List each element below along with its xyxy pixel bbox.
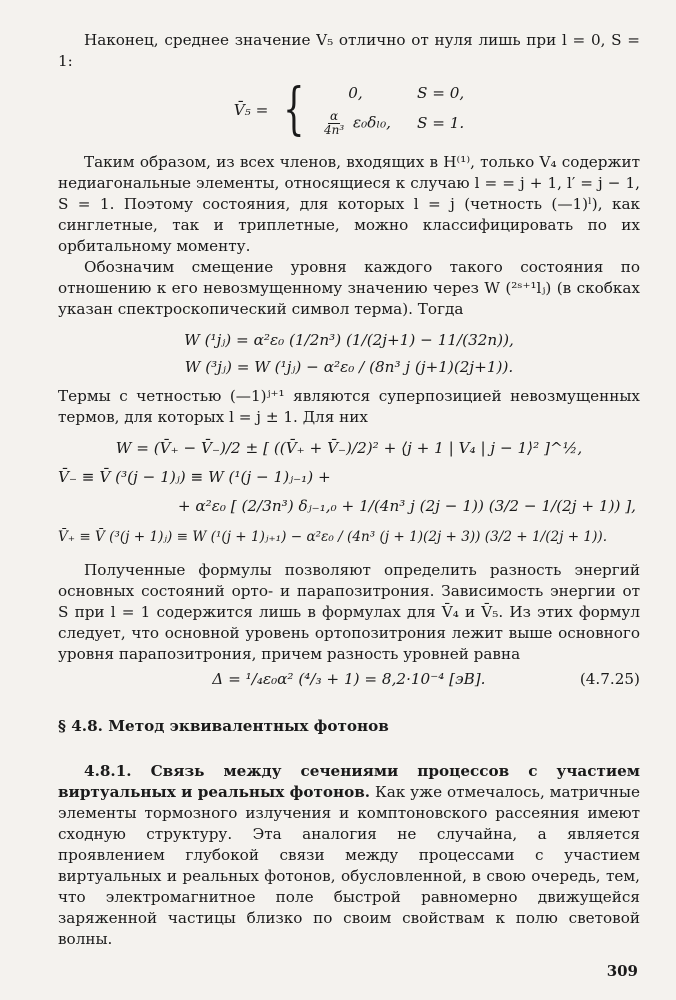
- equation-w3: W (³jⱼ) = W (¹jⱼ) − α²ε₀ / (8n³ j (j+1)(2j+1)).: [184, 358, 514, 376]
- subsection-title: 4.8.1. Связь между сечениями процессов с участием виртуальных и реальных фотонов.: [58, 762, 640, 801]
- equation-w-block: [58, 330, 640, 378]
- paragraph-6-text: Как уже отмечалось, матричные элементы тормозного излучения и комптоновского рассеяния имеют сходную структуру. Эта аналогия не случайна, а является проявлением глубокой связи между процессами с участием виртуальных и реальных фотонов, обусловленной, в свою очередь, тем, что электромагнитное поле быстрой равномерно движущейся заряженной частицы близко по своим свойствам к полю световой волны.: [58, 783, 641, 948]
- paragraph-3: Обозначим смещение уровня каждого такого состояния по отношению к его невозмущенному значению через W (²ˢ⁺¹lⱼ) (в скобках указан спектроскопический символ терма). Тогда: [58, 258, 640, 318]
- section-heading: § 4.8. Метод эквивалентных фотонов: [58, 717, 389, 735]
- case2-fraction: [322, 110, 346, 137]
- equation-vminus-2: + α²ε₀ [ (2/3n³) δⱼ₋₁,₀ + 1/(4n³ j (2j − 1)) (3/2 − 1/(2j + 1)) ],: [177, 497, 636, 515]
- equation-w1: W (¹jⱼ) = α²ε₀ (1/2n³) (1/(2j+1) − 11/(32n)),: [184, 331, 514, 349]
- case2-rest: ε₀δₗ₀,: [353, 113, 391, 132]
- equation-v5: [58, 77, 640, 142]
- page-body: [58, 30, 640, 950]
- case1-value: 0,: [348, 84, 363, 102]
- case1-condition: S = 0,: [416, 84, 465, 102]
- equation-delta-row: [58, 669, 640, 690]
- case2-value: [320, 110, 391, 137]
- equation-v5-lhs: V̄₅ =: [233, 100, 269, 119]
- equation-pm-block: [58, 438, 640, 548]
- equation-vminus-1: V̄₋ ≡ V̄ (³(j − 1)ⱼ) ≡ W (¹(j − 1)ⱼ₋₁) +: [58, 468, 331, 486]
- paragraph-6: [58, 761, 640, 950]
- page-number: 309: [606, 962, 638, 980]
- equation-v5-cases: [320, 83, 464, 137]
- equation-vplus: V̄₊ ≡ V̄ (³(j + 1)ⱼ) ≡ W (¹(j + 1)ⱼ₊₁) − α²ε₀ / (4n³ (j + 1)(2j + 3)) (3/2 + 1/(2j + 1)).: [58, 529, 608, 545]
- paragraph-4: Термы с четностью (—1)ʲ⁺¹ являются суперпозицией невозмущенных термов, для которых l = j ± 1. Для них: [58, 387, 640, 426]
- paragraph-5: Полученные формулы позволяют определить разность энергий основных состояний орто- и парапозитрония. Зависимость энергии от S при l = 1 содержится лишь в формулах для V̄₄ и V̄₅. Из этих формул следует, что основной уровень ортопозитрония лежит выше основного уровня парапозитрония, причем разность уровней равна: [58, 561, 640, 663]
- brace-glyph: {: [283, 77, 305, 142]
- paragraph-2: Таким образом, из всех членов, входящих в H⁽¹⁾, только V₄ содержит недиагональные элементы, относящиеся к случаю l = = j + 1, l′ = j − 1, S = 1. Поэтому состояния, для которых l = j (четность (—1)ˡ), как синглетные, так и триплетные, можно классифицировать по их орбитальному моменту.: [58, 153, 640, 255]
- case2-fraction-den: 4n³: [323, 123, 345, 137]
- paragraph-1: Наконец, среднее значение V₅ отлично от нуля лишь при l = 0, S = 1:: [58, 31, 640, 70]
- equation-w-pm: W = (V̄₊ − V̄₋)/2 ± [ ((V̄₊ + V̄₋)/2)² + ⟨j + 1 | V₄ | j − 1⟩² ]^½,: [115, 439, 583, 457]
- equation-delta: Δ = ¹/₄ε₀α² (⁴/₃ + 1) = 8,2·10⁻⁴ [эВ].: [212, 670, 486, 688]
- case2-condition: S = 1.: [416, 114, 465, 132]
- equation-delta-number: (4.7.25): [579, 670, 640, 688]
- case2-fraction-num: α: [330, 109, 339, 123]
